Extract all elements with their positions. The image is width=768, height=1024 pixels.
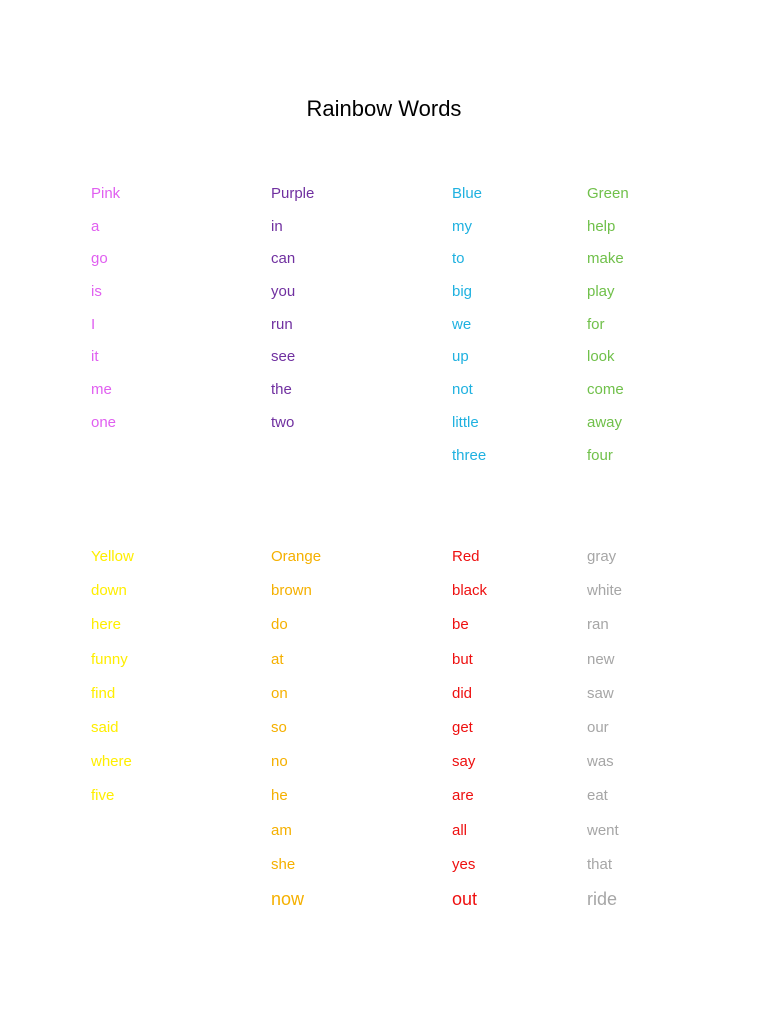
word-item: out (452, 888, 478, 909)
column-heading: Orange (271, 548, 322, 565)
word-column-yellow (91, 546, 134, 820)
word-item: now (271, 888, 305, 909)
word-item: come (587, 381, 624, 399)
word-item: no (271, 753, 288, 771)
word-item: me (91, 381, 112, 399)
word-item: not (452, 381, 473, 399)
word-item: saw (587, 684, 614, 702)
word-item: you (271, 283, 296, 301)
word-column-red (452, 546, 487, 920)
word-item: make (587, 250, 624, 268)
word-item: yes (452, 855, 476, 873)
word-item: went (587, 821, 619, 839)
word-item: find (91, 684, 116, 702)
word-item: for (587, 315, 605, 333)
word-item: that (587, 855, 613, 873)
column-heading: gray (587, 548, 617, 565)
word-item: five (91, 787, 115, 805)
word-item: all (452, 821, 468, 839)
word-item: he (271, 787, 288, 805)
word-item: four (587, 446, 613, 464)
word-item: one (91, 413, 117, 431)
word-item: where (91, 753, 132, 771)
word-item: a (91, 217, 100, 235)
word-item: go (91, 250, 108, 268)
word-item: brown (271, 582, 312, 600)
word-column-purple (271, 183, 314, 445)
word-item: so (271, 718, 287, 736)
word-item: three (452, 446, 487, 464)
word-item: play (587, 283, 615, 301)
word-column-blue (452, 183, 486, 477)
column-heading: Yellow (91, 548, 134, 565)
word-item: she (271, 855, 296, 873)
word-item: up (452, 348, 469, 366)
word-item: down (91, 582, 127, 600)
word-item: little (452, 413, 479, 431)
word-item: new (587, 650, 615, 668)
word-item: can (271, 250, 296, 268)
word-item: said (91, 718, 119, 736)
word-item: help (587, 217, 616, 235)
word-item: white (587, 582, 623, 600)
word-item: did (452, 684, 473, 702)
word-item: is (91, 283, 102, 301)
word-item: to (452, 250, 465, 268)
word-item: look (587, 348, 615, 366)
word-item: but (452, 650, 473, 668)
column-heading: Pink (91, 185, 121, 202)
word-item: do (271, 616, 288, 634)
word-item: funny (91, 650, 128, 668)
word-item: ride (587, 888, 618, 909)
word-item: the (271, 381, 292, 399)
page-title: Rainbow Words (306, 96, 462, 121)
word-item: run (271, 315, 293, 333)
word-item: it (91, 348, 99, 366)
word-item: two (271, 413, 295, 431)
word-item: big (452, 283, 473, 301)
word-column-pink (91, 183, 120, 445)
word-item: on (271, 684, 288, 702)
word-column-orange (271, 546, 321, 920)
word-item: see (271, 348, 296, 366)
word-item: my (452, 217, 472, 235)
word-item: eat (587, 787, 608, 805)
word-item: am (271, 821, 292, 839)
word-item: are (452, 787, 474, 805)
word-column-green (587, 183, 629, 477)
word-item: in (271, 217, 283, 235)
column-heading: Purple (271, 185, 315, 202)
word-item: be (452, 616, 469, 634)
column-heading: Blue (452, 185, 483, 202)
word-column-gray (587, 546, 622, 920)
word-item: our (587, 718, 609, 736)
word-item: get (452, 718, 473, 736)
word-item: at (271, 650, 284, 668)
column-heading: Green (587, 185, 629, 202)
word-item: I (91, 315, 96, 333)
column-heading: Red (452, 548, 480, 565)
word-item: away (587, 413, 623, 431)
word-item: ran (587, 616, 609, 634)
word-item: here (91, 616, 122, 634)
word-item: black (452, 582, 488, 600)
word-item: we (452, 315, 472, 333)
word-item: was (587, 753, 614, 771)
word-item: say (452, 753, 476, 771)
